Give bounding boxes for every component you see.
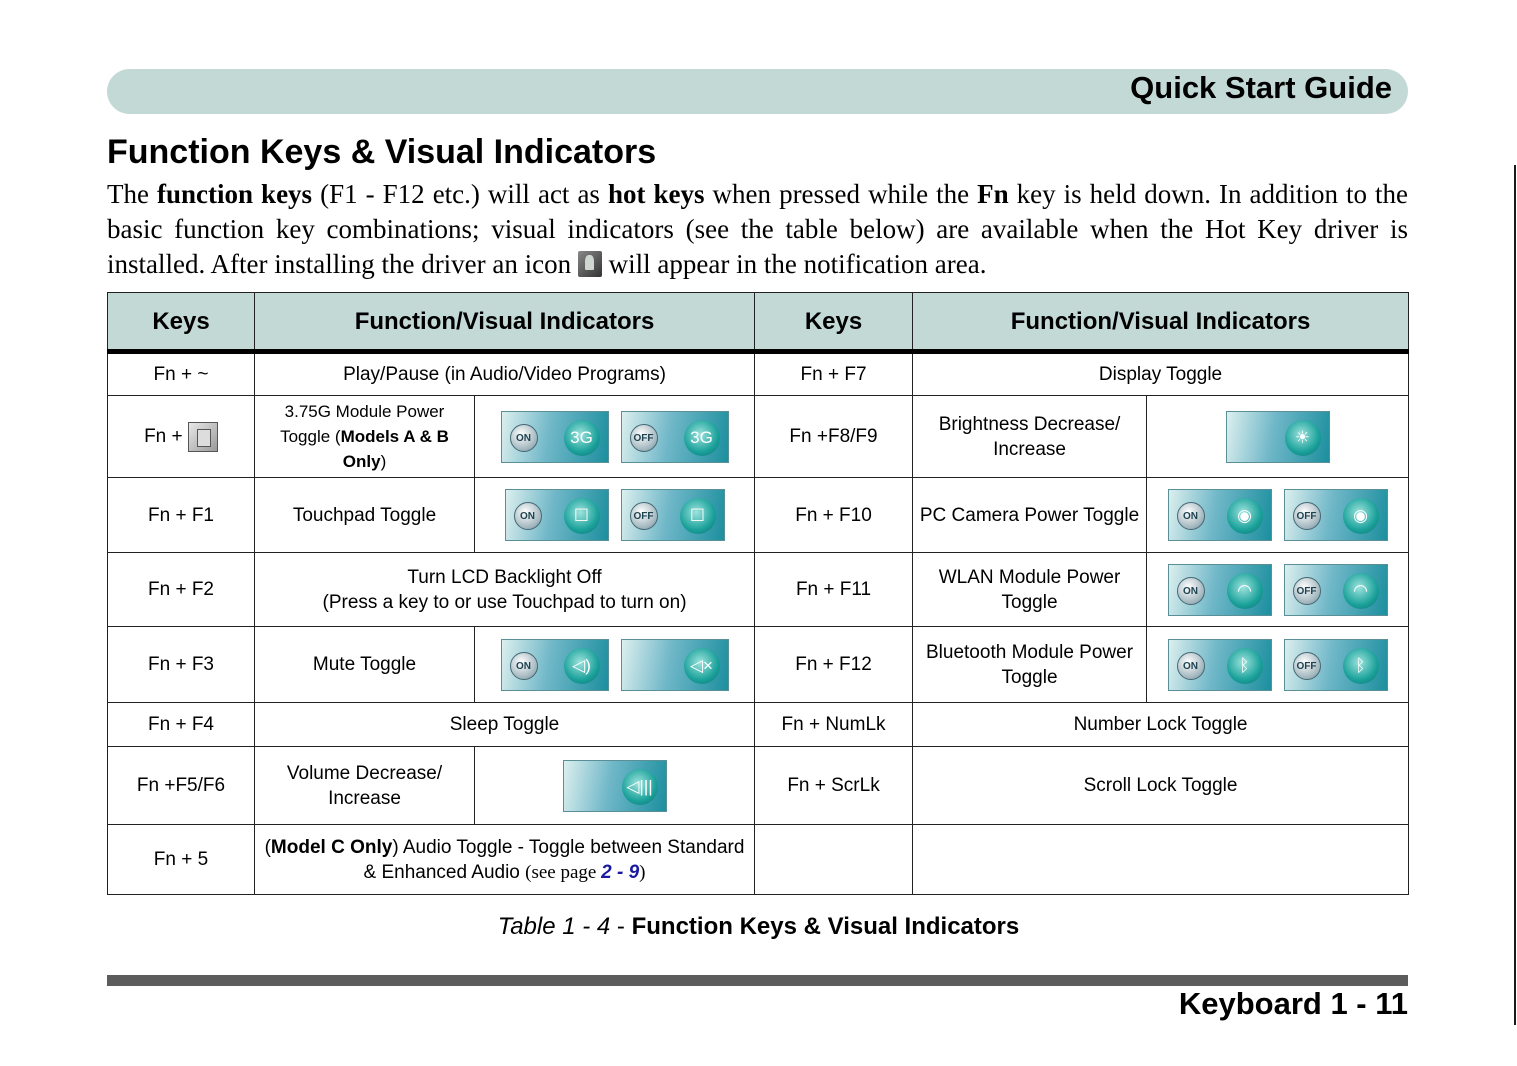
key-cell: Fn + F7 [755, 352, 913, 396]
key-cell: Fn + F11 [755, 553, 913, 627]
header-keys: Keys [108, 293, 255, 352]
footer-rule [107, 975, 1408, 986]
empty-cell [913, 825, 1409, 895]
indicator-cell [1147, 627, 1409, 703]
indicator-cell [1147, 553, 1409, 627]
table-row [108, 703, 1409, 747]
header-title: Quick Start Guide [1130, 70, 1392, 105]
table-row [108, 352, 1409, 396]
indicator-cell [475, 627, 755, 703]
key-cell: Fn + 5 [108, 825, 255, 895]
function-cell: (Model C Only) Audio Toggle - Toggle between Standard & Enhanced Audio (see page 2 - 9) [255, 825, 755, 895]
table-row [108, 478, 1409, 553]
camera-on-indicator: ON ◉ [1168, 489, 1272, 541]
touchpad-on-indicator: ON ☐ [505, 489, 609, 541]
indicator-cell [475, 747, 755, 825]
header-function: Function/Visual Indicators [913, 293, 1409, 352]
indicator-cell [1147, 478, 1409, 553]
function-cell: Brightness Decrease/ Increase [913, 396, 1147, 478]
indicator-cell [475, 478, 755, 553]
key-cell: Fn + F4 [108, 703, 255, 747]
page-edge-rule [1514, 165, 1516, 1025]
header-function: Function/Visual Indicators [255, 293, 755, 352]
table-row [108, 747, 1409, 825]
intro-paragraph: The function keys (F1 - F12 etc.) will act as hot keys when pressed while the Fn key is held down. In addition to the basic function key combinations; visual indicators (see the table below) are available when the Hot Key driver is installed. After installing the driver an icon will appear in the notification area. [107, 179, 1409, 279]
function-cell: Volume Decrease/ Increase [255, 747, 475, 825]
3g-off-indicator: OFF 3G [621, 411, 729, 463]
function-cell: PC Camera Power Toggle [913, 478, 1147, 553]
function-cell: Scroll Lock Toggle [913, 747, 1409, 825]
speaker-muted-indicator: ◁× [621, 639, 729, 691]
bluetooth-on-indicator: ON ᛒ [1168, 639, 1272, 691]
table-row [108, 396, 1409, 478]
key-cell: Fn + [108, 396, 255, 478]
key-cell: Fn +F5/F6 [108, 747, 255, 825]
function-cell: 3.75G Module Power Toggle (Models A & B Only) [255, 396, 475, 478]
page-link[interactable]: 2 - 9 [601, 861, 640, 883]
touchpad-off-indicator: OFF ☐ [621, 489, 725, 541]
table-row [108, 627, 1409, 703]
key-cell: Fn + ScrLk [755, 747, 913, 825]
table-caption: Table 1 - 4 - Function Keys & Visual Indicators [497, 913, 1020, 940]
brightness-indicator: ☀ [1226, 411, 1330, 463]
key-cell: Fn + NumLk [755, 703, 913, 747]
speaker-on-indicator: ON ◁) [501, 639, 609, 691]
function-cell: Number Lock Toggle [913, 703, 1409, 747]
wlan-on-indicator: ON ◠ [1168, 564, 1272, 616]
header-bar [107, 69, 1408, 114]
empty-cell [755, 825, 913, 895]
key-cell: Fn + ~ [108, 352, 255, 396]
wlan-off-indicator: OFF ◠ [1284, 564, 1388, 616]
key-cell: Fn + F12 [755, 627, 913, 703]
indicator-cell [1147, 396, 1409, 478]
key-cell: Fn + F3 [108, 627, 255, 703]
key-cell: Fn + F10 [755, 478, 913, 553]
section-title: Function Keys & Visual Indicators [107, 133, 657, 171]
module-key-icon [188, 422, 218, 452]
3g-on-indicator: ON 3G [501, 411, 609, 463]
hotkey-tray-icon [578, 251, 602, 277]
function-cell: Touchpad Toggle [255, 478, 475, 553]
key-cell: Fn +F8/F9 [755, 396, 913, 478]
volume-indicator: ◁||| [563, 760, 667, 812]
page-footer: Keyboard 1 - 11 [1178, 986, 1408, 1021]
function-cell: WLAN Module Power Toggle [913, 553, 1147, 627]
header-keys: Keys [755, 293, 913, 352]
function-cell: Display Toggle [913, 352, 1409, 396]
key-cell: Fn + F2 [108, 553, 255, 627]
function-keys-table [107, 292, 1409, 895]
indicator-cell [475, 396, 755, 478]
table-header-row [108, 293, 1409, 352]
function-cell: Play/Pause (in Audio/Video Programs) [255, 352, 755, 396]
table-row [108, 553, 1409, 627]
table-row [108, 825, 1409, 895]
function-cell: Bluetooth Module Power Toggle [913, 627, 1147, 703]
function-cell: Mute Toggle [255, 627, 475, 703]
camera-off-indicator: OFF ◉ [1284, 489, 1388, 541]
bluetooth-off-indicator: OFF ᛒ [1284, 639, 1388, 691]
function-cell: Turn LCD Backlight Off (Press a key to or use Touchpad to turn on) [255, 553, 755, 627]
key-cell: Fn + F1 [108, 478, 255, 553]
function-cell: Sleep Toggle [255, 703, 755, 747]
